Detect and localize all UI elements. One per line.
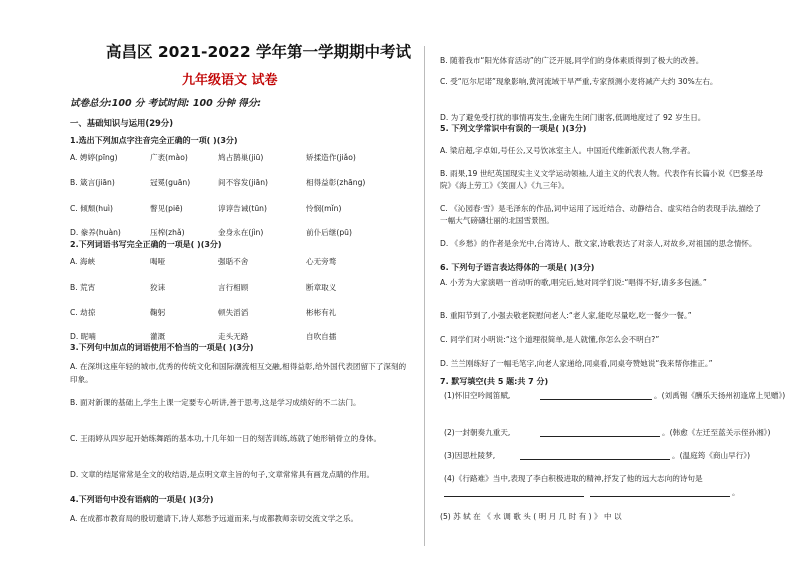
q1-option-c-2: 瞥见(piē): [150, 204, 183, 213]
exam-subtitle: 九年级语文 试卷: [182, 73, 278, 88]
q2-option-d-2: 灌溉: [150, 332, 166, 341]
q2-option-c-1: C. 劫掠: [70, 308, 96, 317]
q7-item-2-prompt: (2)一封朝奏九重天,: [444, 428, 511, 437]
q3-option-c: C. 王雨婷从四岁起开始练舞蹈的基本功,十几年如一日的刻苦训练,练就了她形销骨立的身体。: [70, 434, 382, 443]
q7-item-1-prompt: (1)怀旧空吟闻笛赋,: [444, 391, 511, 400]
column-divider: [424, 46, 425, 546]
q7-item-4-prompt: (4)《行路难》当中,表现了李白积极进取的精神,抒发了他的远大志向的诗句是: [444, 474, 703, 483]
question-7: 7. 默写填空(共 5 题:共 7 分): [440, 377, 549, 386]
q3-option-a: A. 在深圳这座年轻的城市,优秀的传统文化和国际潮流相互交融,相得益彰,给外国代表团留下了深刻的印象。: [70, 362, 407, 384]
q6-option-a: A. 小芳为大家演唱一首动听的歌,唱完后,她对同学们说:“唱得不好,请多多包涵。”: [440, 278, 707, 287]
q5-option-a: A. 梁启超,字卓如,号任公,又号饮冰室主人。中国近代维新派代表人物,学者。: [440, 146, 695, 155]
q2-option-b-4: 断章取义: [306, 283, 337, 292]
q1-option-c-4: 怜悯(mǐn): [306, 204, 342, 213]
q3-option-d: D. 文章的结尾常常是全文的收结语,是点明文章主旨的句子,文章常常具有画龙点睛的作用。: [70, 470, 375, 479]
q1-option-b-4: 相得益彰(zhāng): [306, 178, 366, 187]
q2-option-c-4: 彬彬有礼: [306, 308, 337, 317]
q1-option-a-3: 鸠占鹊巢(jiū): [218, 153, 264, 162]
q1-option-d-4: 前仆后继(pū): [306, 228, 352, 237]
q7-item-1-source: 。(刘禹锡《酬乐天扬州初逢席上见赠》): [654, 391, 786, 400]
question-3: 3.下列句中加点的词语使用不恰当的一项是( )(3分): [70, 343, 254, 352]
question-5: 5. 下列文学常识中有误的一项是( )(3分): [440, 124, 587, 133]
q6-option-c: C. 同学们对小明说:“这个道理很简单,是人就懂,你怎么会不明白?”: [440, 335, 660, 344]
q2-option-a-3: 强聒不舍: [218, 257, 249, 266]
q1-option-a-4: 矫揉造作(jiǎo): [306, 153, 356, 162]
q6-option-b: B. 重阳节到了,小强去敬老院慰问老人:“老人家,能吃尽量吃,吃一餐少一餐。”: [440, 311, 692, 320]
q1-option-a-2: 广袤(mào): [150, 153, 188, 162]
q2-option-a-4: 心无旁骛: [306, 257, 337, 266]
q1-option-b-1: B. 箴言(jiān): [70, 178, 115, 187]
q7-item-2-source: 。(韩愈《左迁至蓝关示侄孙湘》): [662, 428, 771, 437]
question-1: 1.选出下列加点字注音完全正确的一项( )(3分): [70, 136, 238, 145]
q2-option-b-3: 言行相顾: [218, 283, 249, 292]
q7-item-2-blank[interactable]: [540, 436, 660, 437]
q5-option-b: B. 雨果,19 世纪英国现实主义文学运动领袖,人道主义的代表人物。代表作有长篇小说《巴黎圣母院》《海上劳工》《笑面人》《九三年》。: [440, 169, 764, 190]
q1-option-b-2: 冠冕(guān): [150, 178, 191, 187]
question-4: 4.下列语句中没有语病的一项是( )(3分): [70, 495, 214, 504]
q5-option-c: C. 《沁园春·雪》是毛泽东的作品,词中运用了远近结合、动静结合、虚实结合的表现手法,描绘了一幅大气磅礴壮丽的北国雪景图。: [440, 204, 762, 225]
q4-option-b: B. 随着我市“阳光体育活动”的广泛开展,同学们的身体素质得到了极大的改善。: [440, 56, 704, 65]
q7-item-4-end: 。: [732, 488, 740, 497]
q2-option-c-3: 顿失滔滔: [218, 308, 249, 317]
exam-info: 试卷总分:100 分 考试时间: 100 分钟 得分:: [70, 98, 262, 109]
question-6: 6. 下列句子语言表达得体的一项是( )(3分): [440, 263, 595, 272]
q1-option-a-1: A. 娉婷(pīng): [70, 153, 118, 162]
q2-option-b-2: 狡诔: [150, 283, 166, 292]
q1-option-b-3: 间不容发(jiān): [218, 178, 268, 187]
q7-item-3-prompt: (3)因思杜陵梦,: [444, 451, 496, 460]
q2-option-d-4: 自吹自擂: [306, 332, 337, 341]
q1-option-d-1: D. 豢养(huàn): [70, 228, 121, 237]
q3-option-b: B. 面对新课的基础上,学生上课一定要专心听讲,善于思考,这是学习成绩好的不二法门。: [70, 398, 361, 407]
q1-option-c-3: 谆谆告诫(tūn): [218, 204, 267, 213]
section-1-heading: 一、基础知识与运用(29分): [70, 118, 174, 128]
q6-option-d: D. 兰兰刚练好了一幅毛笔字,向老人家递给,同桌看,同桌夸赞她说“我来帮你推正。”: [440, 359, 713, 368]
exam-title: 高昌区 2021-2022 学年第一学期期中考试: [106, 43, 412, 61]
q4-option-c: C. 受“厄尔尼诺”现象影响,黄河流域干旱严重,专家预测小麦将减产大约 30%左右。: [440, 77, 718, 86]
q7-item-1-blank[interactable]: [540, 399, 652, 400]
q2-option-a-1: A. 海峡: [70, 257, 96, 266]
q2-option-a-2: 喝哑: [150, 257, 166, 266]
q7-item-3-source: 。(温庭筠《商山早行》): [672, 451, 751, 460]
q2-option-d-1: D. 昵喃: [70, 332, 96, 341]
q7-item-4-blank-1[interactable]: [444, 496, 584, 497]
q4-option-a: A. 在成都市教育局的殷切邀请下,诗人郑愁予远道而来,与成都教师亲切交流文学之乐。: [70, 514, 359, 523]
q4-option-d: D. 为了避免受打扰的事情再发生,金庸先生闭门谢客,低调地度过了 92 岁生日。: [440, 113, 706, 122]
q2-option-d-3: 走头无路: [218, 332, 249, 341]
q2-option-c-2: 鞠躬: [150, 308, 166, 317]
q1-option-d-3: 金身永在(jìn): [218, 228, 264, 237]
q7-item-3-blank[interactable]: [520, 459, 670, 460]
q7-item-5-prompt: (5) 苏 轼 在 《 水 调 歌 头 ( 明 月 几 时 有 ) 》 中 以: [440, 512, 622, 521]
q1-option-d-2: 压榨(zhǎ): [150, 228, 185, 237]
q2-option-b-1: B. 荒宵: [70, 283, 96, 292]
question-2: 2.下列词语书写完全正确的一项是( )(3分): [70, 240, 222, 249]
q7-item-4-blank-2[interactable]: [590, 496, 730, 497]
q1-option-c-1: C. 倾颓(huì): [70, 204, 113, 213]
q5-option-d: D. 《乡愁》的作者是余光中,台湾诗人、散文家,诗歌表达了对亲人,对故乡,对祖国的思念情怀。: [440, 239, 757, 248]
